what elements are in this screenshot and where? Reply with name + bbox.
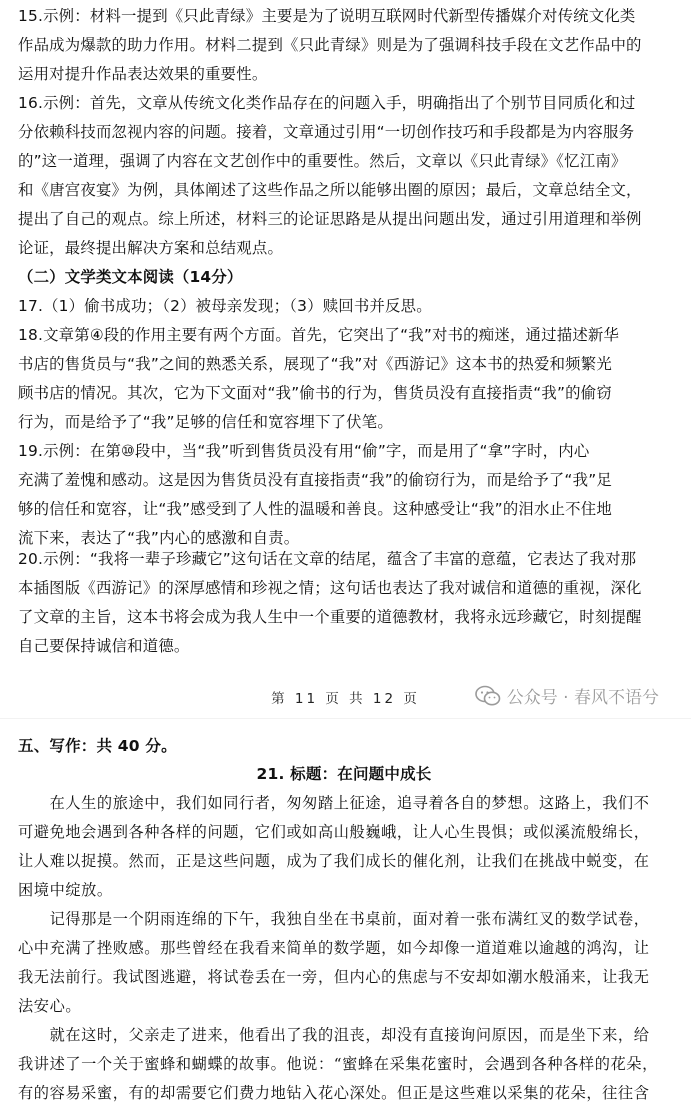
essay-title-row (18, 760, 670, 789)
section-title: （二）文学类文本阅读（14分） (18, 268, 243, 286)
essay-line: 法安心。 (18, 997, 82, 1015)
text-line: 顾书店的情况。其次，它为下文面对“我”偷书的行为，售货员没有直接指责“我”的偷窃 (18, 384, 612, 402)
watermark-text: 公众号 · 春风不语兮 (506, 688, 659, 708)
text-line: 的”这一道理，强调了内容在文艺创作中的重要性。然后，文章以《只此青绿》《忆江南》 (18, 152, 627, 170)
text-line: 本插图版《西游记》的深厚感情和珍视之情；这句话也表达了我对诚信和道德的重视，深化 (18, 579, 642, 597)
essay-line: 可避免地会遇到各种各样的问题，它们或如高山般巍峨，让人心生畏惧；或似溪流般绵长， (18, 823, 650, 841)
essay-line: 心中充满了挫败感。那些曾经在我看来简单的数学题，如今却像一道道难以逾越的鸿沟，让 (18, 939, 650, 957)
text-line: 16.示例：首先，文章从传统文化类作品存在的问题入手，明确指出了个别节目同质化和过 (18, 94, 636, 112)
watermark (475, 683, 659, 708)
text-line: 流下来，表达了“我”内心的感激和自责。 (18, 529, 300, 547)
text-line: 论证，最终提出解决方案和总结观点。 (18, 239, 284, 257)
essay-line: 让人难以捉摸。然而，正是这些问题，成为了我们成长的催化剂，让我们在挑战中蜕变，在 (18, 852, 650, 870)
text-line: 充满了羞愧和感动。这是因为售货员没有直接指责“我”的偷窃行为，而是给予了“我”足 (18, 471, 612, 489)
essay-line: 有的容易采蜜，有的却需要它们费力地钻入花心深处。但正是这些难以采集的花朵，往往含 (18, 1084, 650, 1102)
text-line: 自己要保持诚信和道德。 (18, 637, 190, 655)
text-line: 运用对提升作品表达效果的重要性。 (18, 65, 268, 83)
essay-line: 我无法前行。我试图逃避，将试卷丢在一旁，但内心的焦虑与不安却如潮水般涌来，让我无 (18, 968, 650, 986)
text-line: 17.（1）偷书成功；（2）被母亲发现；（3）赎回书并反思。 (18, 297, 432, 315)
answer-19 (18, 437, 670, 553)
page-footer (0, 683, 691, 713)
section-heading-literary (18, 263, 670, 292)
text-line: 20.示例：“我将一辈子珍藏它”这句话在文章的结尾，蕴含了丰富的意蕴，它表达了我对那 (18, 550, 637, 568)
text-line: 和《唐宫夜宴》为例，具体阐述了这些作品之所以能够出圈的原因；最后，文章总结全文， (18, 181, 642, 199)
essay-line: 我讲述了一个关于蜜蜂和蝴蝶的故事。他说：“蜜蜂在采集花蜜时，会遇到各种各样的花朵， (18, 1055, 658, 1073)
text-line: 分依赖科技而忽视内容的问题。接着，文章通过引用“一切创作技巧和手段都是为内容服务 (18, 123, 635, 141)
section-heading-writing (18, 732, 670, 761)
answer-17 (18, 292, 670, 321)
essay-line: 就在这时，父亲走了进来，他看出了我的沮丧，却没有直接询问原因，而是坐下来，给 (18, 1026, 650, 1044)
text-line: 18.文章第④段的作用主要有两个方面。首先，它突出了“我”对书的痴迷，通过描述新华 (18, 326, 620, 344)
page-number: 第 11 页 共 12 页 (271, 691, 420, 707)
answer-20 (18, 545, 670, 661)
text-line: 19.示例：在第⑩段中，当“我”听到售货员没有用“偷”字，而是用了“拿”字时，内心 (18, 442, 590, 460)
answer-18 (18, 321, 670, 437)
answer-15 (18, 2, 670, 89)
text-line: 行为，而是给予了“我”足够的信任和宽容埋下了伏笔。 (18, 413, 393, 431)
text-line: 书店的售货员与“我”之间的熟悉关系，展现了“我”对《西游记》这本书的热爱和频繁光 (18, 355, 612, 373)
wechat-icon (475, 685, 501, 707)
essay-body (18, 789, 670, 1108)
answer-16 (18, 89, 670, 263)
essay-line: 困境中绽放。 (18, 881, 113, 899)
text-line: 15.示例：材料一提到《只此青绿》主要是为了说明互联网时代新型传播媒介对传统文化类 (18, 7, 636, 25)
essay-title: 21. 标题：在问题中成长 (256, 765, 432, 783)
essay-line: 记得那是一个阴雨连绵的下午，我独自坐在书桌前，面对着一张布满红叉的数学试卷， (18, 910, 650, 928)
text-line: 作品成为爆款的助力作用。材料二提到《只此青绿》则是为了强调科技手段在文艺作品中的 (18, 36, 642, 54)
essay-line: 在人生的旅途中，我们如同行者，匆匆踏上征途，追寻着各自的梦想。这路上，我们不 (18, 794, 650, 812)
page-break (0, 718, 691, 719)
text-line: 提出了自己的观点。综上所述，材料三的论证思路是从提出问题出发，通过引用道理和举例 (18, 210, 642, 228)
section-title: 五、写作：共 40 分。 (18, 737, 177, 755)
text-line: 够的信任和宽容，让“我”感受到了人性的温暖和善良。这种感受让“我”的泪水止不住地 (18, 500, 612, 518)
text-line: 了文章的主旨，这本书将会成为我人生中一个重要的道德教材，我将永远珍藏它，时刻提醒 (18, 608, 642, 626)
